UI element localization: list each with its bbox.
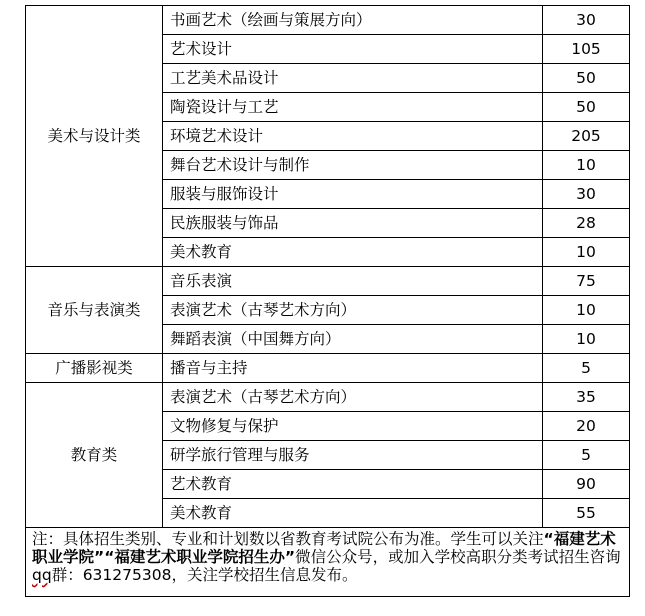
quota-cell: 5: [543, 354, 630, 383]
admissions-quota-table: [25, 5, 630, 597]
major-cell: 民族服装与饰品: [163, 209, 543, 238]
quota-cell: 75: [543, 267, 630, 296]
quota-cell: 205: [543, 122, 630, 151]
major-cell: 美术教育: [163, 499, 543, 528]
note-row: [26, 528, 630, 597]
note-suffix: 群：631275308，关注学校招生信息发布。: [51, 566, 358, 584]
major-cell: 书画艺术（绘画与策展方向）: [163, 6, 543, 35]
major-cell: 环境艺术设计: [163, 122, 543, 151]
major-cell: 研学旅行管理与服务: [163, 441, 543, 470]
note-middle: 微信公众号，或加入学校高职分类考试招生咨询: [295, 548, 621, 566]
category-cell: 教育类: [26, 383, 163, 528]
table-row: [26, 383, 630, 412]
quota-cell: 5: [543, 441, 630, 470]
quota-cell: 10: [543, 151, 630, 180]
quota-cell: 35: [543, 383, 630, 412]
major-cell: 艺术设计: [163, 35, 543, 64]
category-cell: 美术与设计类: [26, 6, 163, 267]
quota-cell: 30: [543, 6, 630, 35]
note-cell: [26, 528, 630, 597]
major-cell: 舞蹈表演（中国舞方向）: [163, 325, 543, 354]
major-cell: 美术教育: [163, 238, 543, 267]
category-cell: 音乐与表演类: [26, 267, 163, 354]
table-row: [26, 267, 630, 296]
note-qq: qq: [32, 566, 52, 584]
major-cell: 陶瓷设计与工艺: [163, 93, 543, 122]
quota-cell: 50: [543, 64, 630, 93]
quota-cell: 30: [543, 180, 630, 209]
note-prefix: 注：具体招生类别、专业和计划数以省教育考试院公布为准。学生可以关注: [32, 530, 544, 548]
admissions-quota-document: [25, 5, 629, 611]
note-account-admissions: “福建艺术职业学院招生办”: [104, 548, 296, 566]
major-cell: 文物修复与保护: [163, 412, 543, 441]
table-row: [26, 354, 630, 383]
major-cell: 艺术教育: [163, 470, 543, 499]
quota-cell: 90: [543, 470, 630, 499]
category-cell: 广播影视类: [26, 354, 163, 383]
major-cell: 表演艺术（古琴艺术方向）: [163, 296, 543, 325]
major-cell: 播音与主持: [163, 354, 543, 383]
major-cell: 舞台艺术设计与制作: [163, 151, 543, 180]
quota-cell: 20: [543, 412, 630, 441]
major-cell: 服装与服饰设计: [163, 180, 543, 209]
quota-cell: 55: [543, 499, 630, 528]
quota-cell: 50: [543, 93, 630, 122]
table-row: [26, 6, 630, 35]
quota-cell: 28: [543, 209, 630, 238]
major-cell: 表演艺术（古琴艺术方向）: [163, 383, 543, 412]
table-body: [26, 6, 630, 597]
note-account-name: “福建艺术职业学院”: [32, 530, 616, 566]
quota-cell: 10: [543, 238, 630, 267]
quota-cell: 105: [543, 35, 630, 64]
major-cell: 工艺美术品设计: [163, 64, 543, 93]
quota-cell: 10: [543, 296, 630, 325]
quota-cell: 10: [543, 325, 630, 354]
major-cell: 音乐表演: [163, 267, 543, 296]
